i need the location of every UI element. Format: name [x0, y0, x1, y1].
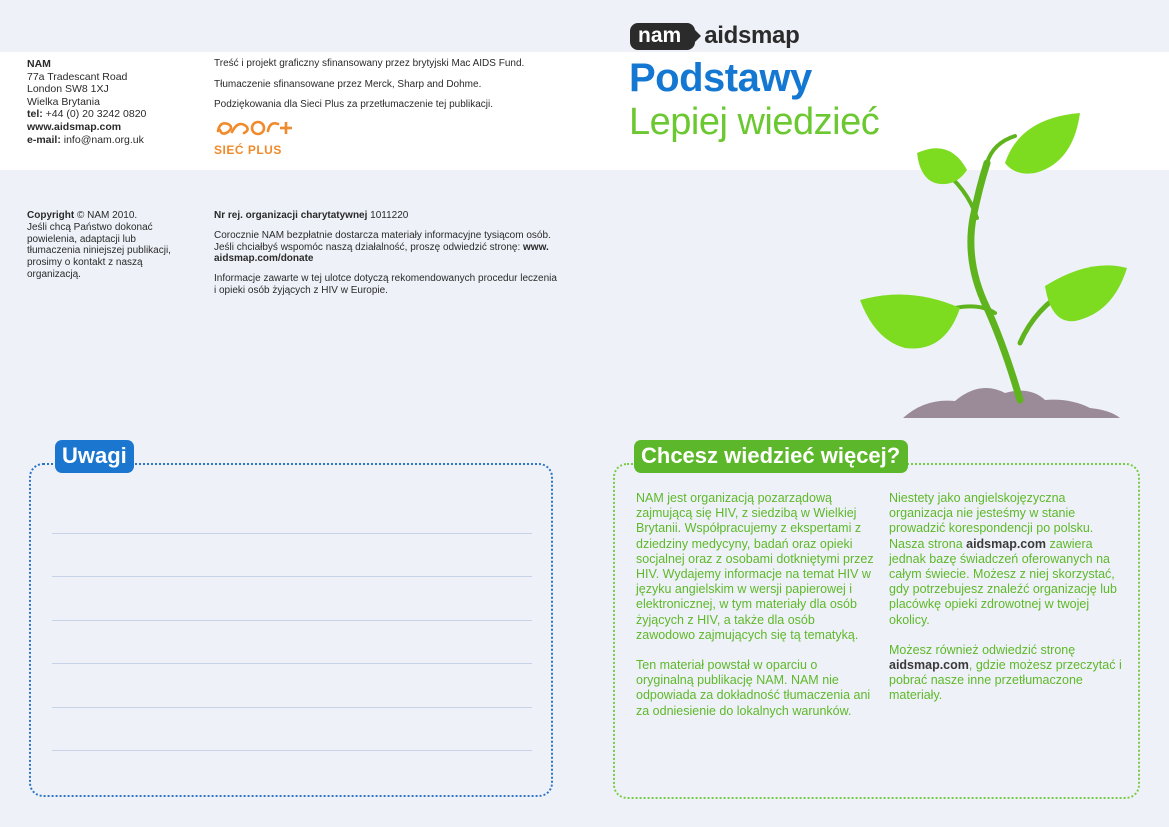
- logo-arrow-icon: [694, 29, 701, 43]
- plant-illustration: [855, 108, 1145, 423]
- title-main: Podstawy: [629, 56, 812, 100]
- donate-text: Corocznie NAM bezpłatnie dostarcza materiały informacyjne tysiącom osób. Jeśli chciałbyś wspomóc naszą działalność, proszę odwiedzić stronę:: [214, 229, 551, 253]
- credit-line-1: Treść i projekt graficzny sfinansowany przez brytyjski Mac AIDS Fund.: [214, 58, 525, 69]
- leaf-icon: [1005, 113, 1080, 174]
- street: 77a Tradescant Road: [27, 70, 128, 83]
- siec-plus-text: SIEĆ PLUS: [214, 143, 282, 157]
- more-info-column-right: [889, 491, 1124, 719]
- more-info-title: Chcesz wiedzieć więcej?: [634, 440, 908, 473]
- city: London SW8 1XJ: [27, 83, 109, 96]
- more-info-paragraph-4: Możesz również odwiedzić stronę aidsmap.com, gdzie możesz przeczytać i pobrać nasze inne przetłumaczone materiały.: [889, 642, 1122, 703]
- copyright-block: Copyright © NAM 2010. Jeśli chcą Państwo dokonać powielenia, adaptacji lub tłumaczenia niniejszej publikacji, prosimy o kontakt z naszą organizacją.: [27, 210, 187, 281]
- org-name: NAM: [27, 58, 51, 70]
- nam-badge: nam: [630, 23, 695, 50]
- country: Wielka Brytania: [27, 95, 100, 108]
- phone-line: tel: +44 (0) 20 3242 0820: [27, 108, 147, 121]
- notes-line[interactable]: [52, 533, 532, 534]
- siec-plus-icon: [214, 118, 294, 140]
- leaf-icon: [917, 148, 967, 184]
- copyright-text: Jeśli chcą Państwo dokonać powielenia, adaptacji lub tłumaczenia niniejszej publikacji, prosimy o kontakt z naszą organizacją.: [27, 221, 171, 280]
- registration-label: Nr rej. organizacji charytatywnej: [214, 210, 368, 221]
- email-link[interactable]: info@nam.org.uk: [60, 133, 144, 146]
- leaf-icon: [860, 295, 960, 349]
- aidsmap-wordmark: aidsmap: [704, 22, 800, 49]
- title-sub: Lepiej wiedzieć: [629, 101, 880, 143]
- more-info-paragraph-2: Ten materiał powstał w oparciu o oryginalną publikację NAM. NAM nie odpowiada za dokładność tłumaczenia ani za odniesienie do lokalnych warunków.: [636, 658, 871, 718]
- notes-line[interactable]: [52, 576, 532, 577]
- siec-plus-logo: [214, 118, 294, 157]
- registration-number: 1011220: [367, 210, 409, 221]
- notes-line[interactable]: [52, 750, 532, 751]
- website-link[interactable]: www.aidsmap.com: [27, 120, 122, 133]
- more-info-paragraph-1: NAM jest organizacją pozarządową zajmującą się HIV, z siedzibą w Wielkiej Brytanii. Współpracujemy z ekspertami z dziedziny medycyny, badań oraz opieki socjalnej oraz z osobami dotkniętymi przez HIV. Wydajemy informacje na temat HIV w języku angielskim w wersji papierowej i elektronicznej, w tym materiały dla osób żyjących z HIV, a także dla osób zawodowo zajmujących się tą tematyką.: [636, 491, 874, 642]
- address-block: [27, 58, 146, 146]
- aidsmap-link[interactable]: aidsmap.com: [889, 658, 969, 673]
- credit-line-3: Podziękowania dla Sieci Plus za przetłumaczenie tej publikacji.: [214, 99, 494, 110]
- aidsmap-link[interactable]: aidsmap.com: [966, 536, 1047, 551]
- nam-aidsmap-logo: [630, 22, 799, 50]
- info-text: Informacje zawarte w tej ulotce dotyczą rekomendowanych procedur leczenia i opieki osób żyjących z HIV w Europie.: [214, 273, 557, 296]
- notes-box: [29, 463, 553, 797]
- notes-line[interactable]: [52, 707, 532, 708]
- notes-line[interactable]: [52, 663, 532, 664]
- notes-line[interactable]: [52, 620, 532, 621]
- more-info-paragraph-3: Niestety jako angielskojęzyczna organizacja nie jesteśmy w stanie prowadzić korespondencji po polsku. Nasza strona aidsmap.com zawiera jednak bazę świadczeń oferowanych na całym świecie. Możesz z niej skorzystać, gdy potrzebujesz znaleźć organizację lub placówkę opieki zdrowotnej w twojej okolicy.: [889, 491, 1117, 627]
- copyright-label: Copyright: [27, 210, 75, 221]
- credits-block: [214, 58, 574, 120]
- email-line: e-mail: info@nam.org.uk: [27, 133, 144, 146]
- phone: +44 (0) 20 3242 0820: [42, 108, 147, 121]
- more-info-column-left: [636, 491, 876, 734]
- notes-title: Uwagi: [55, 440, 134, 473]
- registration-block: [214, 210, 559, 305]
- leaf-icon: [1045, 265, 1127, 321]
- donate-link[interactable]: www. aidsmap.com/donate: [214, 241, 549, 265]
- soil-icon: [903, 388, 1120, 418]
- credit-line-2: Tłumaczenie sfinansowane przez Merck, Sharp and Dohme.: [214, 78, 482, 90]
